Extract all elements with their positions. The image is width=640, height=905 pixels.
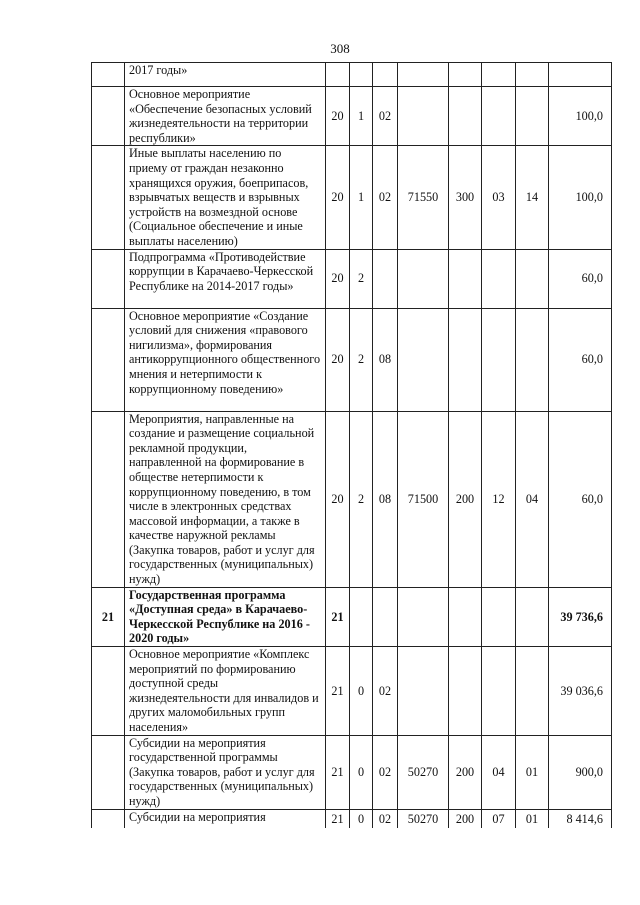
cell-c4: 71500 <box>398 411 449 587</box>
cell-c4 <box>398 63 449 87</box>
cell-c3: 08 <box>373 308 398 411</box>
cell-c2: 0 <box>350 735 373 809</box>
table-row <box>92 87 612 146</box>
cell-c6: 07 <box>482 809 516 828</box>
cell-c2: 1 <box>350 146 373 249</box>
cell-c7 <box>516 249 549 308</box>
cell-c2: 2 <box>350 249 373 308</box>
cell-c4 <box>398 249 449 308</box>
cell-c5: 200 <box>449 809 482 828</box>
table-row <box>92 411 612 587</box>
cell-c1: 21 <box>326 735 350 809</box>
cell-c3: 02 <box>373 87 398 146</box>
cell-c6 <box>482 249 516 308</box>
cell-c7 <box>516 63 549 87</box>
cell-c7 <box>516 308 549 411</box>
cell-amount: 60,0 <box>549 411 612 587</box>
cell-num: 21 <box>92 587 125 646</box>
table-row <box>92 308 612 411</box>
cell-c5: 200 <box>449 735 482 809</box>
cell-c6 <box>482 308 516 411</box>
cell-c7: 01 <box>516 735 549 809</box>
cell-c4 <box>398 587 449 646</box>
cell-amount: 8 414,6 <box>549 809 612 828</box>
cell-c3: 02 <box>373 647 398 736</box>
cell-name: Мероприятия, направленные на создание и размещение социальной рекламной продукции, направленной на формирование в обществе нетерпимости к коррупционному поведению, в том числе в электронных средствах массовой информации, а также в качестве наружной рекламы (Закупка товаров, работ и услуг для государственных (муниципальных) нужд) <box>125 411 326 587</box>
cell-c7: 14 <box>516 146 549 249</box>
cell-c4: 71550 <box>398 146 449 249</box>
cell-c3: 02 <box>373 146 398 249</box>
cell-c1: 21 <box>326 809 350 828</box>
cell-c1 <box>326 63 350 87</box>
cell-c4 <box>398 87 449 146</box>
cell-num <box>92 308 125 411</box>
cell-c5 <box>449 647 482 736</box>
cell-amount: 60,0 <box>549 249 612 308</box>
cell-c4 <box>398 308 449 411</box>
cell-c2: 0 <box>350 647 373 736</box>
cell-c2: 2 <box>350 308 373 411</box>
cell-num <box>92 735 125 809</box>
cell-name: Основное мероприятие «Создание условий для снижения «правового нигилизма», формирования антикоррупционного общественного мнения и нетерпимости к коррупционному поведению» <box>125 308 326 411</box>
cell-name: Государственная программа «Доступная среда» в Карачаево-Черкесской Республике на 2016 - 2020 годы» <box>125 587 326 646</box>
cell-num <box>92 87 125 146</box>
cell-c2: 1 <box>350 87 373 146</box>
table-row <box>92 146 612 249</box>
cell-name: Подпрограмма «Противодействие коррупции в Карачаево-Черкесской Республике на 2014-2017 годы» <box>125 249 326 308</box>
cell-c5 <box>449 249 482 308</box>
cell-c1: 20 <box>326 411 350 587</box>
cell-c7 <box>516 587 549 646</box>
cell-c6: 04 <box>482 735 516 809</box>
cell-num <box>92 249 125 308</box>
cell-c6: 03 <box>482 146 516 249</box>
cell-c4: 50270 <box>398 735 449 809</box>
cell-amount: 100,0 <box>549 87 612 146</box>
cell-c1: 20 <box>326 249 350 308</box>
cell-c3 <box>373 63 398 87</box>
cell-c1: 21 <box>326 587 350 646</box>
cell-amount <box>549 63 612 87</box>
cell-num <box>92 647 125 736</box>
cell-amount: 60,0 <box>549 308 612 411</box>
budget-table <box>91 62 612 828</box>
cell-c6: 12 <box>482 411 516 587</box>
cell-num <box>92 63 125 87</box>
cell-name: Основное мероприятие «Комплекс мероприятий по формированию доступной среды жизнедеятельности для инвалидов и других маломобильных групп населения» <box>125 647 326 736</box>
cell-c5: 200 <box>449 411 482 587</box>
cell-c5 <box>449 63 482 87</box>
cell-c4: 50270 <box>398 809 449 828</box>
cell-c5 <box>449 308 482 411</box>
cell-c6 <box>482 647 516 736</box>
cell-c5: 300 <box>449 146 482 249</box>
table-row <box>92 249 612 308</box>
cell-c1: 21 <box>326 647 350 736</box>
cell-c7 <box>516 87 549 146</box>
page-number: 308 <box>330 41 350 56</box>
table-row <box>92 735 612 809</box>
cell-c2: 2 <box>350 411 373 587</box>
cell-amount: 39 036,6 <box>549 647 612 736</box>
cell-c2 <box>350 587 373 646</box>
cell-c7: 04 <box>516 411 549 587</box>
cell-c3: 08 <box>373 411 398 587</box>
cell-c6 <box>482 63 516 87</box>
cell-num <box>92 146 125 249</box>
cell-c5 <box>449 87 482 146</box>
cell-c1: 20 <box>326 308 350 411</box>
cell-c6 <box>482 87 516 146</box>
cell-c1: 20 <box>326 87 350 146</box>
cell-c7: 01 <box>516 809 549 828</box>
table-row <box>92 587 612 646</box>
cell-c3: 02 <box>373 809 398 828</box>
cell-c6 <box>482 587 516 646</box>
cell-c7 <box>516 647 549 736</box>
cell-name: Основное мероприятие «Обеспечение безопасных условий жизнедеятельности на территории республики» <box>125 87 326 146</box>
cell-c3 <box>373 587 398 646</box>
table-row <box>92 809 612 828</box>
cell-num <box>92 411 125 587</box>
table-row <box>92 63 612 87</box>
cell-num <box>92 809 125 828</box>
cell-c3: 02 <box>373 735 398 809</box>
cell-c2 <box>350 63 373 87</box>
cell-name: Субсидии на мероприятия государственной программы (Закупка товаров, работ и услуг для государственных (муниципальных) нужд) <box>125 735 326 809</box>
cell-name: Иные выплаты населению по приему от граждан незаконно хранящихся оружия, боеприпасов, взрывчатых веществ и взрывных устройств на возмездной основе (Социальное обеспечение и иные выплаты населению) <box>125 146 326 249</box>
cell-c4 <box>398 647 449 736</box>
cell-amount: 39 736,6 <box>549 587 612 646</box>
cell-c2: 0 <box>350 809 373 828</box>
cell-c1: 20 <box>326 146 350 249</box>
cell-amount: 900,0 <box>549 735 612 809</box>
cell-c5 <box>449 587 482 646</box>
cell-amount: 100,0 <box>549 146 612 249</box>
cell-c3 <box>373 249 398 308</box>
table-row <box>92 647 612 736</box>
cell-name: Субсидии на мероприятия <box>125 809 326 828</box>
cell-name: 2017 годы» <box>125 63 326 87</box>
